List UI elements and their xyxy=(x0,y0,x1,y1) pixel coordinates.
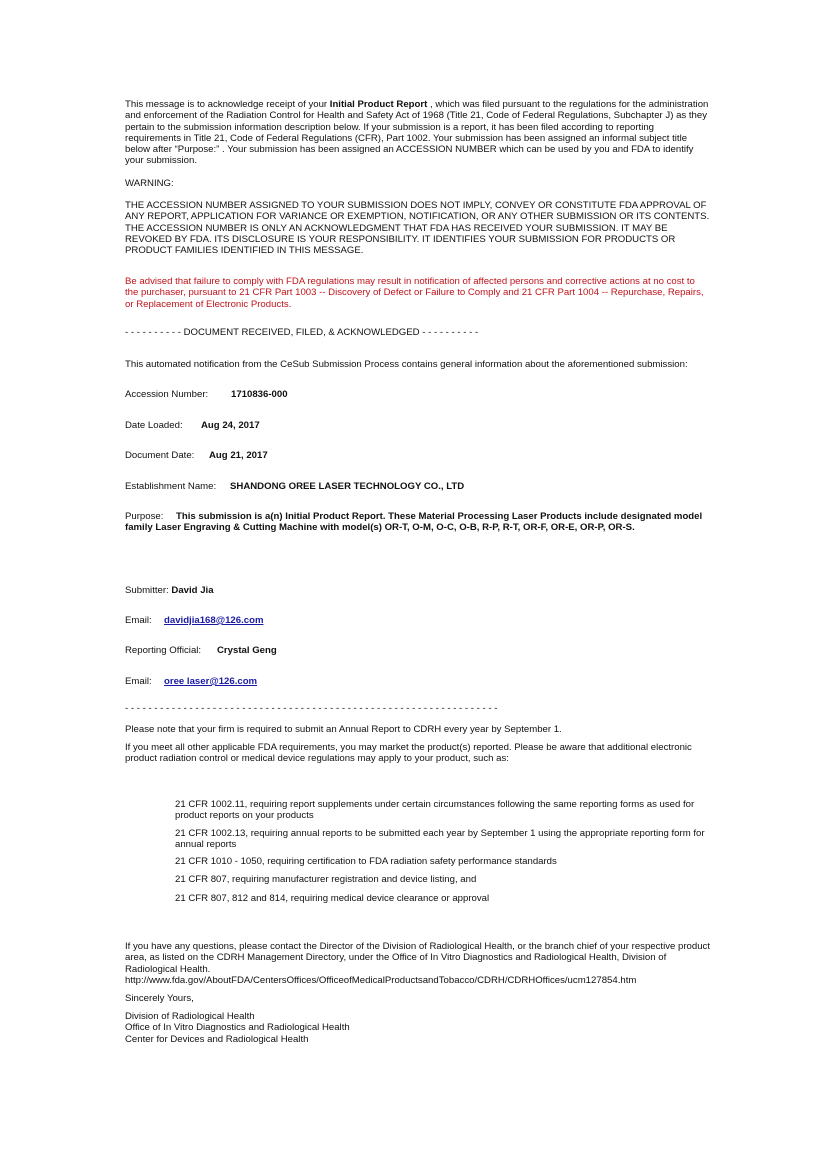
purpose-value: This submission is a(n) Initial Product Report. These Material Processing Laser Products include designated model family Laser Engraving & Cutting Machine with model(s) OR-T, O-M, O-C, O-B, R-P, R-T, OR-F, OR-E, OR-P, OR-S. xyxy=(125,511,703,534)
accession-label: Accession Number: xyxy=(125,389,209,400)
establishment-row xyxy=(125,481,464,492)
notification-text: This automated notification from the CeSub Submission Process contains general information about the aforementioned submission: xyxy=(125,359,688,370)
establishment-label: Establishment Name: xyxy=(125,481,217,492)
date-loaded-row xyxy=(125,420,260,431)
purpose-label: Purpose: xyxy=(125,511,164,522)
report-type: Initial Product Report xyxy=(329,99,428,110)
reporting-official-label: Reporting Official: xyxy=(125,645,202,656)
list-item: 21 CFR 1002.13, requiring annual reports to be submitted each year by September 1 using the appropriate reporting form for annual reports xyxy=(175,827,705,850)
email-label: Email: xyxy=(125,676,152,687)
signature-block xyxy=(125,1011,710,1045)
document-date-label: Document Date: xyxy=(125,450,195,461)
reporting-official-value: Crystal Geng xyxy=(217,645,277,656)
list-item: 21 CFR 807, requiring manufacturer registration and device listing, and xyxy=(175,874,477,886)
list-item: 21 CFR 1002.11, requiring report supplements under certain circumstances following the same reporting forms as used for product reports on your products xyxy=(175,799,695,822)
signature-line: Center for Devices and Radiological Health xyxy=(125,1033,309,1045)
intro-pre: This message is to acknowledge receipt of your xyxy=(125,99,330,110)
signature-line: Office of In Vitro Diagnostics and Radiological Health xyxy=(125,1022,350,1034)
submitter-value: David Jia xyxy=(171,585,214,596)
date-loaded-label: Date Loaded: xyxy=(125,420,183,431)
accession-value: 1710836-000 xyxy=(231,389,288,400)
accession-row xyxy=(125,389,288,400)
document-date-value: Aug 21, 2017 xyxy=(209,450,268,461)
purpose-row xyxy=(125,511,710,534)
official-email-link[interactable]: oree laser@126.com xyxy=(164,676,258,687)
official-email-row xyxy=(125,676,257,687)
submitter-email-link[interactable]: davidjia168@126.com xyxy=(164,615,264,626)
signature-line: Division of Radiological Health xyxy=(125,1011,255,1022)
reporting-official-row xyxy=(125,645,277,656)
document-date-row xyxy=(125,450,268,461)
list-item: 21 CFR 807, 812 and 814, requiring medical device clearance or approval xyxy=(175,892,490,904)
establishment-value: SHANDONG OREE LASER TECHNOLOGY CO., LTD xyxy=(230,481,465,492)
fda-url: http://www.fda.gov/AboutFDA/CentersOffices/OfficeofMedicalProductsandTobacco/CDRH/CDRHOffices/ucm127854.htm xyxy=(125,975,637,986)
questions-paragraph: If you have any questions, please contact the Director of the Division of Radiological Health, or the branch chief of your respective product area, as listed on the CDRH Management Directory, under the Office of In Vitro Diagnostics and Radiological Health, Division of Radiological Health. xyxy=(125,941,711,975)
closing: Sincerely Yours, xyxy=(125,993,194,1004)
warning-body: THE ACCESSION NUMBER ASSIGNED TO YOUR SUBMISSION DOES NOT IMPLY, CONVEY OR CONSTITUTE FDA APPROVAL OF ANY REPORT, APPLICATION FOR VARIANCE OR EXEMPTION, NOTIFICATION, OR ANY OTHER SUBMISSION OR ITS CONTENTS. THE ACCESSION NUMBER IS ONLY AN ACKNOWLEDGMENT THAT FDA HAS RECEIVED YOUR SUBMISSION. IT MAY BE REVOKED BY FDA. ITS DISCLOSURE IS YOUR RESPONSIBILITY. IT IDENTIFIES YOUR SUBMISSION FOR PRODUCTS OR PRODUCT FAMILIES IDENTIFIED IN THIS MESSAGE. xyxy=(125,200,710,257)
intro-paragraph xyxy=(125,99,710,167)
market-note: If you meet all other applicable FDA requirements, you may market the product(s) reported. Please be aware that additional electronic product radiation control or medical device regulations may apply to your product, such as: xyxy=(125,742,692,765)
divider-received: - - - - - - - - - - DOCUMENT RECEIVED, FILED, & ACKNOWLEDGED - - - - - - - - - - xyxy=(125,327,479,338)
date-loaded-value: Aug 24, 2017 xyxy=(201,420,260,431)
advisory-text: Be advised that failure to comply with FDA regulations may result in notification of affected persons and corrective actions at no cost to the purchaser, pursuant to 21 CFR Part 1003 -- Discovery of Defect or Failure to Comply and 21 CFR Part 1004 -- Repurchase, Repairs, or Replacement of Electronic Products. xyxy=(125,276,704,310)
email-label: Email: xyxy=(125,615,152,626)
list-item: 21 CFR 1010 - 1050, requiring certification to FDA radiation safety performance standards xyxy=(175,856,557,868)
intro-post: , which was filed pursuant to the regulations for the administration and enforcement of the Radiation Control for Health and Safety Act of 1968 (Title 21, Code of Federal Regulations, Subchapter J) as they pertain to the submission information description below. If your submission is a report, it has been filed according to reporting requirements in Title 21, Code of Federal Regulations (CFR), Part 1002. Your submission has been assigned an informal subject title below after “Purpose:” . Your submission has been assigned an ACCESSION NUMBER which can be used by you and FDA to identify your submission. xyxy=(125,99,709,167)
requirements-list xyxy=(175,799,710,904)
divider-bottom: - - - - - - - - - - - - - - - - - - - - - - - - - - - - - - - - - - - - - - - - - - - - - - - - - - - - - - - - - - - - - - - - xyxy=(125,703,498,714)
submitter-email-row xyxy=(125,615,263,626)
submitter-row xyxy=(125,585,214,596)
annual-report-note: Please note that your firm is required to submit an Annual Report to CDRH every year by September 1. xyxy=(125,724,562,735)
warning-heading: WARNING: xyxy=(125,178,174,189)
submitter-label: Submitter: xyxy=(125,585,169,596)
